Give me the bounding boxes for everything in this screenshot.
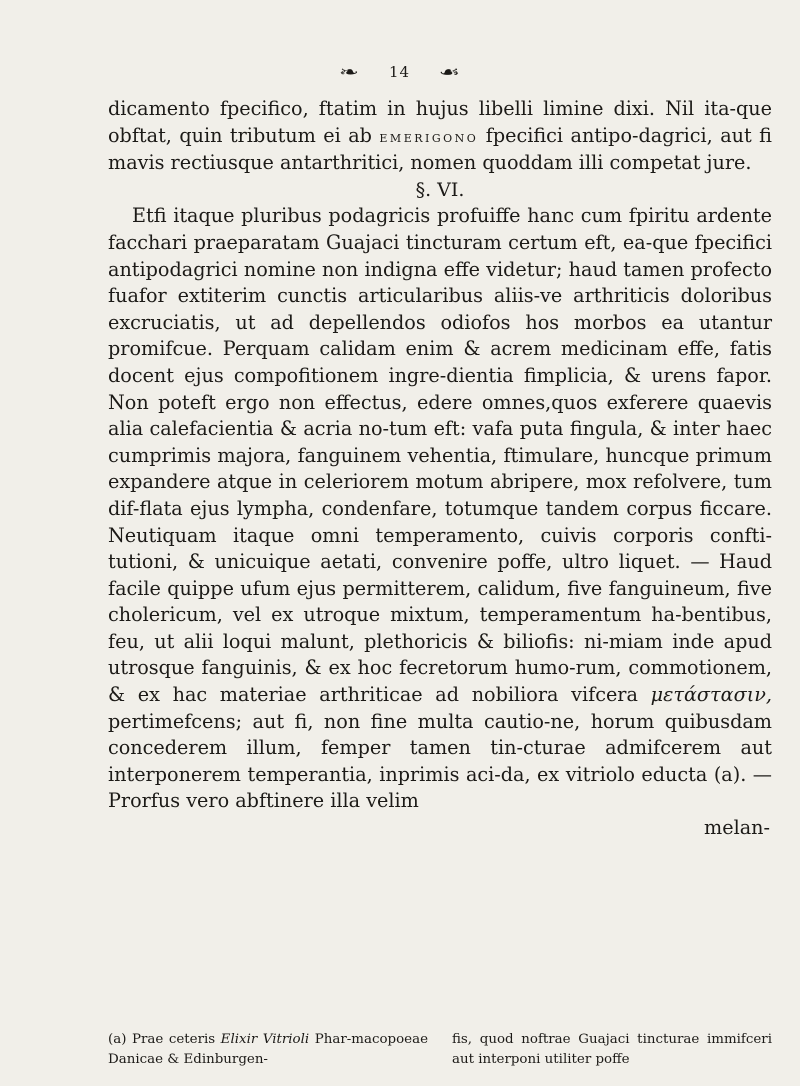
footnote-text-left: Phar-macopoeae Danicae & Edinburgen- xyxy=(108,1032,429,1067)
main-text xyxy=(108,96,772,842)
footnote xyxy=(108,1030,772,1070)
left-ornament-icon: ❧ xyxy=(338,63,361,81)
paragraph-1-text-before: dicamento fpecifico, ftatim in hujus libelli limine dixi. Nil ita-que obftat, quin tributum ei ab xyxy=(108,97,772,147)
paragraph-2-part-1: Etfi itaque pluribus podagricis profuiffe hanc cum fpiritu ardente facchari praeparatam Guajaci tincturam certum eft, ea-que fpecifici antipodagrici nomine non indigna effe videtur; haud tamen profecto fuafor extiterim cunctis articularibus aliis-ve arthriticis doloribus excruciatis, ut ad depellendos odiofos hos morbos ea utantur promifcue. Perquam calidam enim & acrem medicinam effe, fatis docent ejus compofitionem ingre-dientia fimplicia, & urens fapor. Non poteft ergo non effectus, edere omnes,quos exferere quaevis alia calefacientia & acria no-tum eft: vafa puta fingula, & inter haec cumprimis majora, fanguinem vehentia, ftimulare, huncque primum expandere atque in celeriorem motum abripere, mox refolvere, tum dif-flata ejus lympha, condenfare, totumque tandem corpus ficcare. Neutiquam itaque omni temperamento, cuivis corporis confti-tutioni, & unicuique aetati, convenire poffe, ultro liquet. — Haud facile quippe ufum ejus permitterem, calidum, five fanguineum, five cholericum, vel ex utroque mixtum, temperamentum ha-bentibus, feu, ut alii loqui malunt, plethoricis & biliofis: ni-miam inde apud utrosque fanguinis, & ex hoc fecretorum humo-rum, commotionem, & ex hac materiae arthriticae ad nobiliora vifcera xyxy=(108,204,772,707)
footnote-right-column xyxy=(452,1030,772,1070)
author-name: emerigono xyxy=(379,126,479,146)
footnote-text-right: fis, quod noftrae Guajaci tincturae immifceri aut interponi utiliter poffe xyxy=(452,1032,772,1067)
right-ornament-icon: ☙ xyxy=(438,63,462,81)
paragraph-2-part-3: . — Prorfus vero abftinere illa velim xyxy=(108,762,772,813)
footnote-reference: (a) xyxy=(713,762,741,786)
catchword: melan- xyxy=(704,816,770,840)
footnote-text-before: Prae ceteris xyxy=(131,1032,216,1047)
paragraph-1-text-after: fpecifici antipo-dagrici, aut fi mavis rectiusque antarthritici, nomen quoddam illi competat jure. xyxy=(108,123,772,175)
greek-word: μετάστασιν, xyxy=(650,683,772,707)
paragraph-1 xyxy=(108,96,772,177)
footnote-italic-title: Elixir Vitrioli xyxy=(220,1032,310,1047)
paragraph-2-part-2: pertimefcens; aut fi, non fine multa cautio-ne, horum quibusdam concederem illum, femper tamen tin-cturae admifcerem aut interponerem temperantia, inprimis aci-da, ex vitriolo educta xyxy=(108,709,772,786)
page-number: 14 xyxy=(389,63,411,81)
footnote-marker: (a) xyxy=(108,1032,127,1047)
running-header xyxy=(0,62,800,82)
footnote-left-column xyxy=(108,1030,428,1070)
section-heading: §. VI. xyxy=(415,178,465,201)
paragraph-2 xyxy=(108,203,772,815)
